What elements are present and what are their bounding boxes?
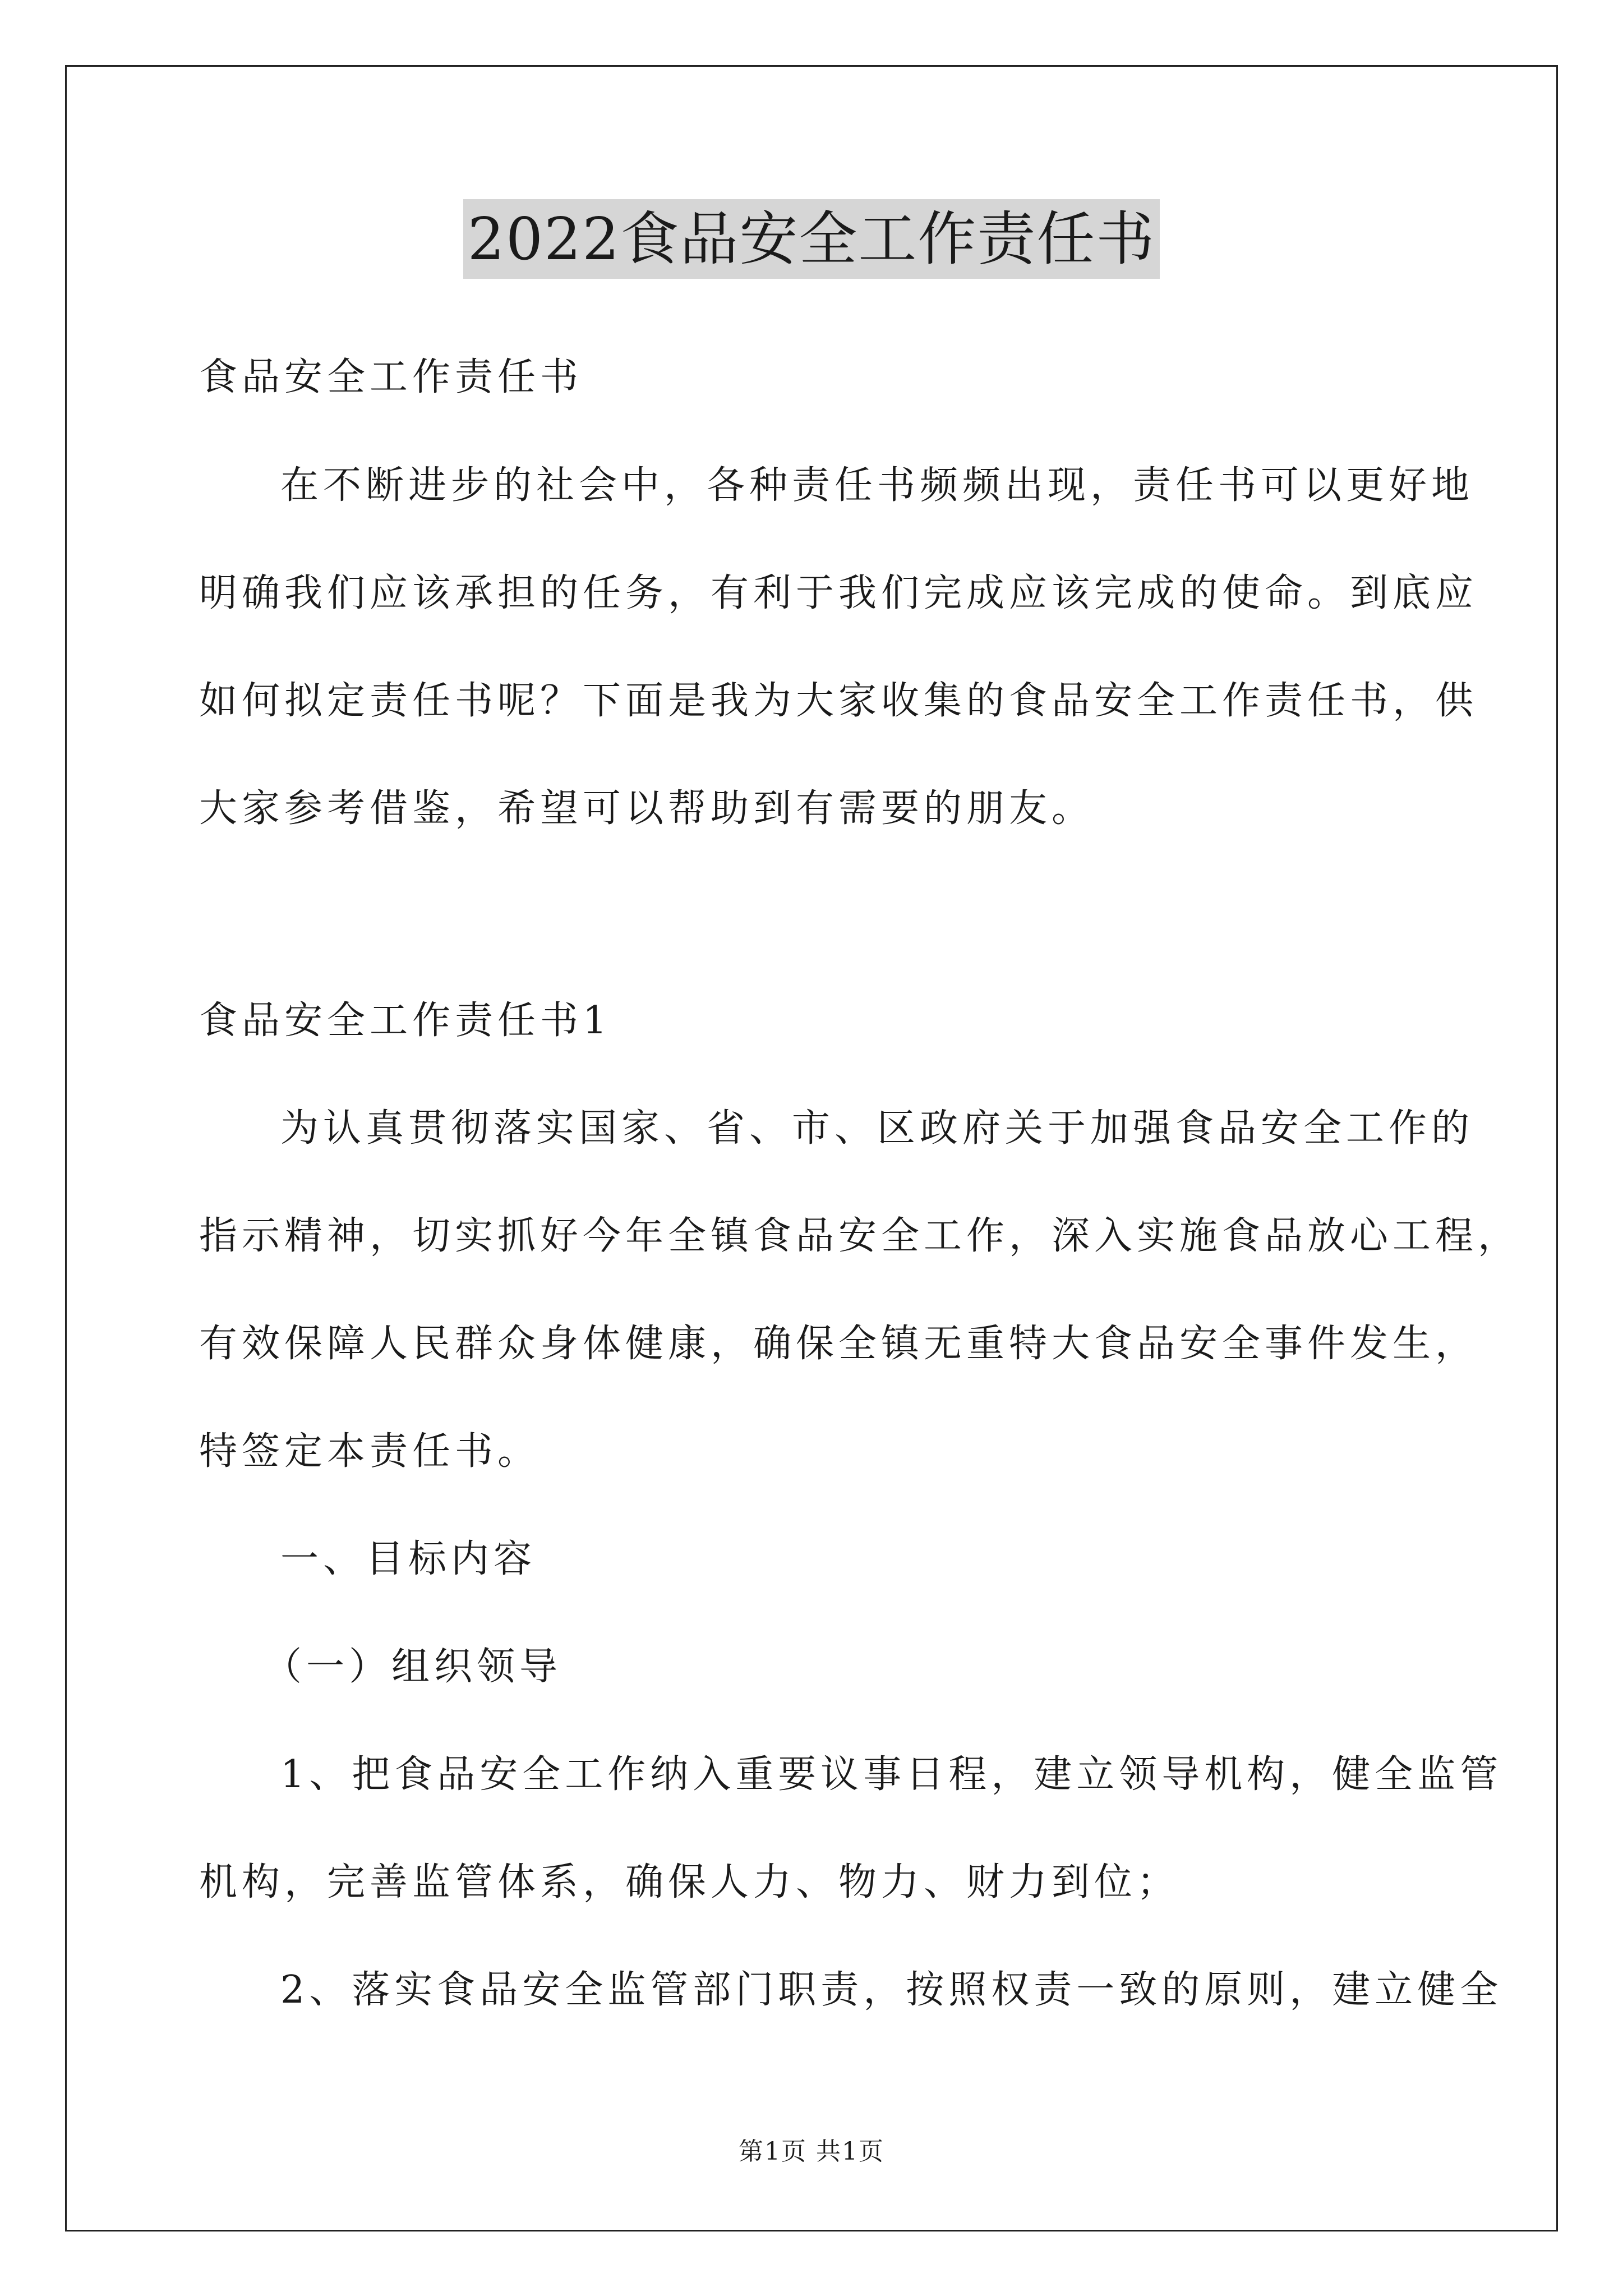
list-item-line: 1、把食品安全工作纳入重要议事日程，建立领导机构，健全监管: [280, 1752, 1503, 1797]
paragraph-line: 为认真贯彻落实国家、省、市、区政府关于加强食品安全工作的: [280, 1106, 1474, 1151]
paragraph-line: 有效保障人民群众身体健康，确保全镇无重特大食品安全事件发生，: [199, 1322, 1478, 1366]
paragraph-line: 在不断进步的社会中，各种责任书频频出现，责任书可以更好地: [280, 463, 1474, 508]
list-item-line: 机构，完善监管体系，确保人力、物力、财力到位；: [199, 1860, 1180, 1904]
paragraph-line: 特签定本责任书。: [199, 1429, 541, 1474]
outline-heading: 一、目标内容: [280, 1537, 537, 1581]
paragraph-line: 明确我们应该承担的任务，有利于我们完成应该完成的使命。到底应: [199, 571, 1478, 615]
page-footer: 第1页 共1页: [739, 2137, 884, 2166]
outline-subheading: （一）组织领导: [264, 1645, 562, 1689]
section-heading: 食品安全工作责任书1: [199, 999, 612, 1043]
document-title: 2022食品安全工作责任书: [463, 199, 1160, 279]
paragraph-line: 指示精神，切实抓好今年全镇食品安全工作，深入实施食品放心工程，: [199, 1214, 1521, 1258]
paragraph-line: 大家参考借鉴，希望可以帮助到有需要的朋友。: [199, 786, 1095, 831]
list-item-line: 2、落实食品安全监管部门职责，按照权责一致的原则，建立健全: [280, 1968, 1503, 2012]
paragraph-line: 如何拟定责任书呢？下面是我为大家收集的食品安全工作责任书，供: [199, 679, 1478, 723]
subtitle-line: 食品安全工作责任书: [199, 355, 583, 399]
title-container: [0, 199, 1623, 279]
